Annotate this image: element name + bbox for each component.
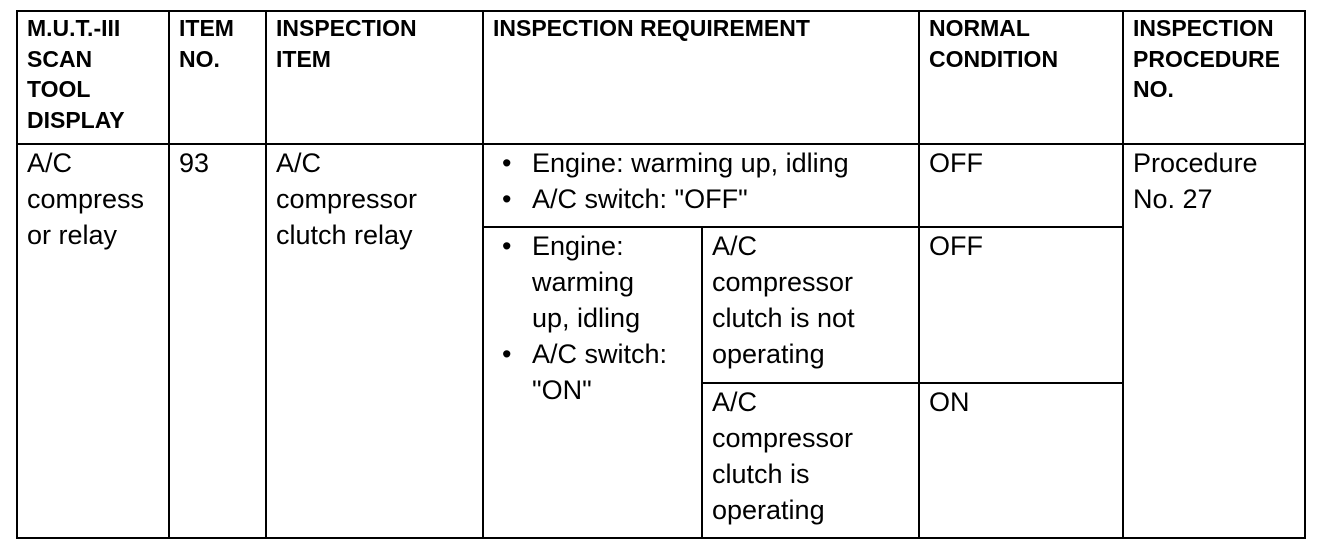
header-line: INSPECTION [276, 15, 417, 41]
cell-line: operating [712, 495, 825, 525]
bullet-line: "ON" [532, 375, 592, 405]
requirement-bullet-list [494, 228, 701, 408]
cell-line: A/C [712, 231, 758, 261]
header-line: CONDITION [929, 45, 1059, 72]
cell-line: compress [27, 184, 145, 214]
cell-line: ON [929, 387, 970, 417]
header-normal-condition [920, 13, 1122, 74]
bullet-line: up, idling [532, 303, 641, 333]
cell-inspection-item [267, 145, 482, 253]
requirement-bullet-list [494, 145, 918, 217]
cell-line: No. 27 [1133, 184, 1213, 214]
bullet-line: warming [532, 267, 635, 297]
cell-line: A/C [27, 148, 73, 178]
header-inspection-requirement [484, 13, 918, 44]
header-scan-tool-display [18, 13, 168, 135]
bullet-line: • A/C switch: [532, 339, 668, 369]
cell-requirement-engine-off [484, 145, 918, 217]
bullet-item [494, 228, 701, 336]
cell-line: compressor [712, 423, 854, 453]
cell-line: clutch relay [276, 220, 413, 250]
header-inspection-item [267, 13, 482, 74]
column-divider [168, 10, 170, 539]
cell-clutch-operating [703, 384, 918, 528]
header-line: DISPLAY [27, 106, 125, 133]
column-divider [265, 10, 267, 539]
header-line: INSPECTION [1133, 15, 1274, 41]
header-line: NO. [179, 45, 220, 72]
cell-requirement-engine-on [484, 228, 701, 408]
column-divider [918, 10, 920, 539]
cell-line: operating [712, 339, 825, 369]
header-line: ITEM [179, 15, 234, 41]
cell-normal-condition [920, 228, 1122, 264]
header-line: M.U.T.-III [27, 15, 121, 41]
bullet-line: • Engine: [532, 231, 624, 261]
cell-line: compressor [712, 267, 854, 297]
header-item-no [170, 13, 265, 74]
cell-line: clutch is [712, 459, 810, 489]
cell-line: clutch is not [712, 303, 855, 333]
header-line: NO. [1133, 76, 1174, 102]
cell-inspection-procedure [1124, 145, 1304, 217]
bullet-item: • A/C switch: "OFF" [494, 181, 918, 217]
cell-line: 93 [179, 148, 210, 178]
header-line: ITEM [276, 45, 331, 72]
header-line: INSPECTION REQUIREMENT [493, 15, 810, 41]
header-line: NORMAL [929, 15, 1030, 41]
cell-line: compressor [276, 184, 418, 214]
cell-line: A/C [276, 148, 322, 178]
bullet-item [494, 336, 701, 408]
cell-clutch-not-operating [703, 228, 918, 372]
cell-line: Procedure [1133, 148, 1258, 178]
table-border-right [1304, 10, 1306, 539]
table-border-bottom [16, 537, 1306, 539]
cell-item-no [170, 145, 265, 181]
cell-normal-condition [920, 384, 1122, 420]
cell-line: OFF [929, 148, 983, 178]
cell-line: A/C [712, 387, 758, 417]
header-line: SCAN [27, 45, 93, 72]
header-inspection-procedure-no [1124, 13, 1304, 105]
bullet-item: • Engine: warming up, idling [494, 145, 918, 181]
header-line: PROCEDURE [1133, 45, 1280, 72]
header-line: TOOL [27, 76, 91, 102]
table-border-top [16, 10, 1306, 12]
cell-line: or relay [27, 220, 118, 250]
cell-line: OFF [929, 231, 983, 261]
cell-scan-tool-display [18, 145, 168, 253]
cell-normal-condition [920, 145, 1122, 181]
